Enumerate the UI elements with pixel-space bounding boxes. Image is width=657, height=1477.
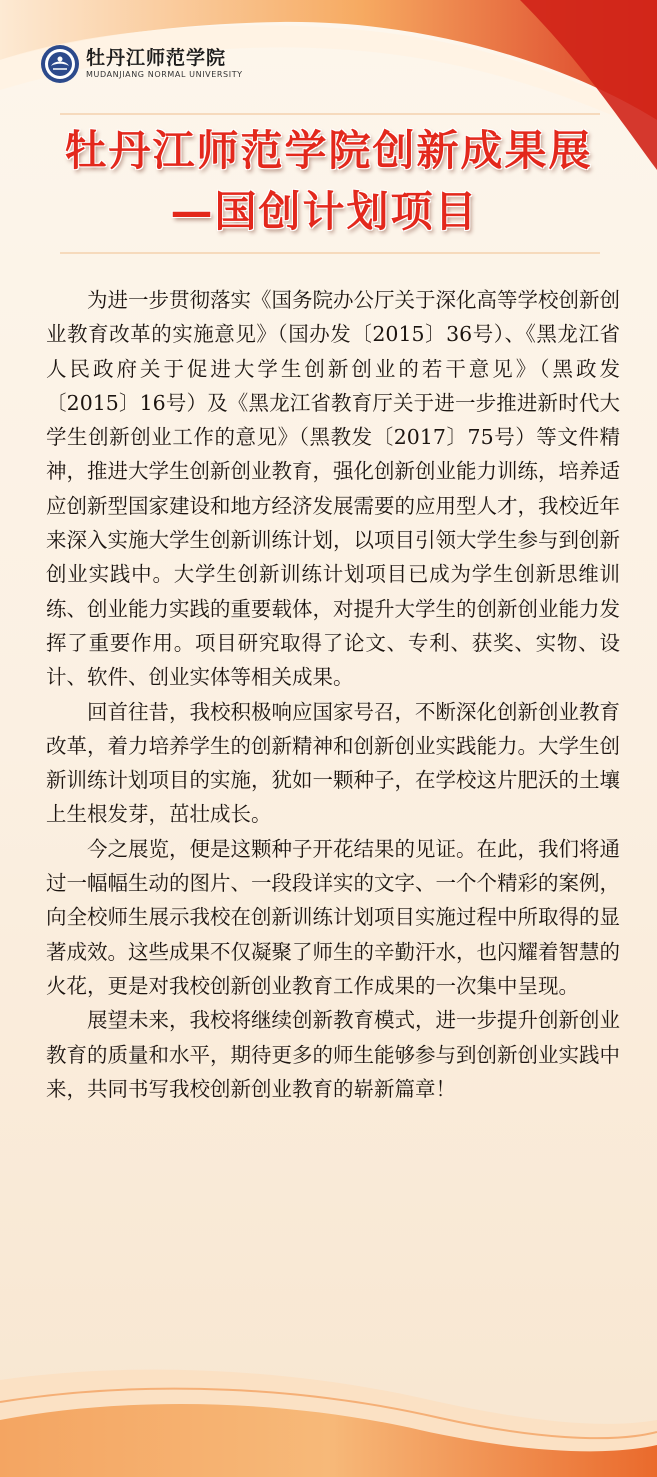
paragraph-3: 今之展览，便是这颗种子开花结果的见证。在此，我们将通过一幅幅生动的图片、一段段详实的文字、一个个精彩的案例，向全校师生展示我校在创新训练计划项目实施过程中所取得的显著成效。这些成果不仅凝聚了师生的辛勤汗水，也闪耀着智慧的火花，更是对我校创新创业教育工作成果的一次集中呈现。 xyxy=(46,836,620,998)
logo-chinese-name: 牡丹江师范学院 xyxy=(86,47,227,69)
university-logo xyxy=(40,42,243,86)
university-seal-icon xyxy=(40,44,80,84)
paragraph-1: 为进一步贯彻落实《国务院办公厅关于深化高等学校创新创业教育改革的实施意见》（国办发〔2015〕36号）、《黑龙江省人民政府关于促进大学生创新创业的若干意见》（黑政发〔2015〕16号）及《黑龙江省教育厅关于进一步推进新时代大学生创新创业工作的意见》（黑教发〔2017〕75号）等文件精神，推进大学生创新创业教育，强化创新创业能力训练，培养适应创新型国家建设和地方经济发展需要的应用型人才，我校近年来深入实施大学生创新训练计划，以项目引领大学生参与到创新创业实践中。大学生创新训练计划项目已成为学生创新思维训练、创业能力实践的重要载体，对提升大学生的创新创业能力发挥了重要作用。项目研究取得了论文、专利、获奖、实物、设计、软件、创业实体等相关成果。 xyxy=(46,288,620,690)
page-title-line1: 牡丹江师范学院创新成果展 xyxy=(64,126,593,175)
logo-english-name: MUDANJIANG NORMAL UNIVERSITY xyxy=(86,70,243,79)
page-title-line2: —国创计划项目 xyxy=(170,187,479,236)
paragraph-2: 回首往昔，我校积极响应国家号召，不断深化创新创业教育改革，着力培养学生的创新精神和创新创业实践能力。大学生创新训练计划项目的实施，犹如一颗种子，在学校这片肥沃的土壤上生根发芽，茁壮成长。 xyxy=(46,699,620,827)
article-body xyxy=(46,283,620,1106)
paragraph-4: 展望未来，我校将继续创新教育模式，进一步提升创新创业教育的质量和水平，期待更多的师生能够参与到创新创业实践中来，共同书写我校创新创业教育的崭新篇章！ xyxy=(46,1008,620,1101)
